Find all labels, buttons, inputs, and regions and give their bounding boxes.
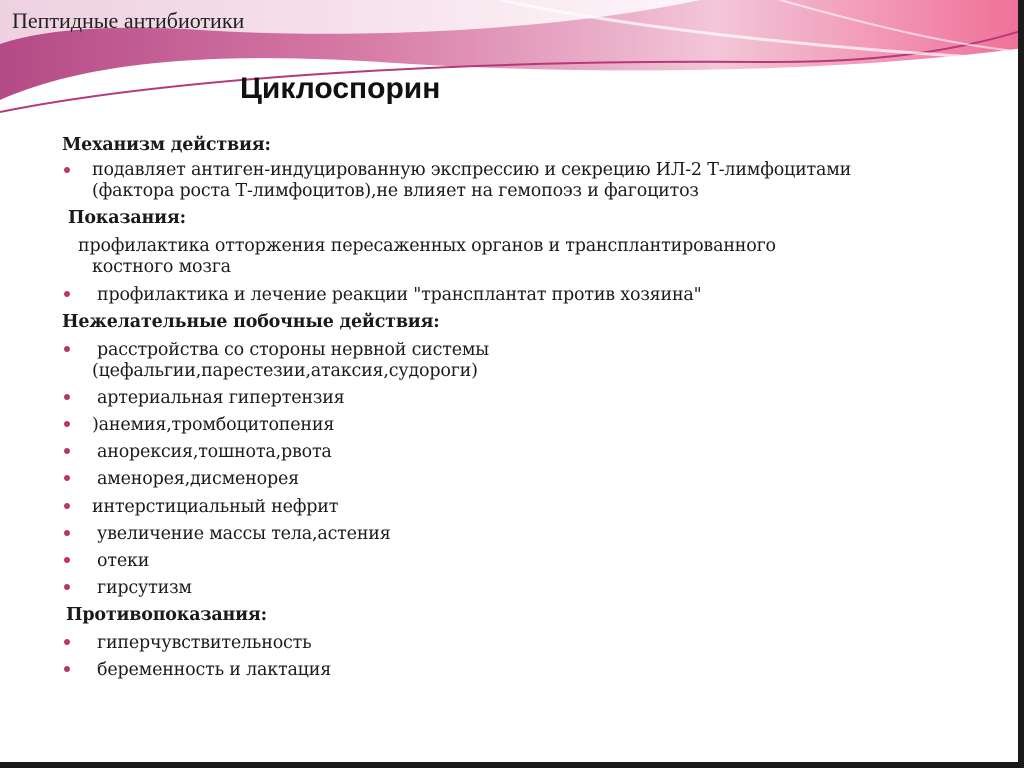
side-effect-5: аменорея,дисменорея xyxy=(97,469,299,489)
indications-heading: Показания: xyxy=(68,208,186,228)
slide-title: Циклоспорин xyxy=(240,72,441,105)
side-effect-9: гирсутизм xyxy=(97,578,192,598)
bullet-icon xyxy=(64,666,70,672)
bullet-icon xyxy=(64,530,70,536)
bullet-icon xyxy=(64,639,70,645)
side-effect-6: интерстициальный нефрит xyxy=(92,497,339,517)
side-effect-2: артериальная гипертензия xyxy=(97,388,345,408)
bullet-icon xyxy=(64,475,70,481)
contraindication-1: гиперчувствительность xyxy=(97,633,312,653)
side-effect-4: анорексия,тошнота,рвота xyxy=(97,442,332,462)
side-effect-8: отеки xyxy=(97,551,150,571)
indication-1-line-2: костного мозга xyxy=(92,257,231,277)
bullet-icon xyxy=(64,421,70,427)
contraindication-2: беременность и лактация xyxy=(97,660,332,680)
bullet-icon xyxy=(64,448,70,454)
bullet-icon xyxy=(64,291,70,297)
side-effect-1-line-1: расстройства со стороны нервной системы xyxy=(97,340,490,360)
indication-2: профилактика и лечение реакции "трансплантат против хозяина" xyxy=(97,285,702,305)
bottom-border xyxy=(0,762,1024,768)
mechanism-text-line-1: подавляет антиген-индуцированную экспрессию и секрецию ИЛ-2 Т-лимфоцитами xyxy=(92,160,852,180)
bullet-icon xyxy=(64,394,70,400)
mechanism-text-line-2: (фактора роста Т-лимфоцитов),не влияет на гемопоэз и фагоцитоз xyxy=(92,181,699,201)
right-border xyxy=(1018,0,1024,768)
header-label: Пептидные антибиотики xyxy=(12,8,245,33)
bullet-icon xyxy=(64,584,70,590)
bullet-icon xyxy=(64,167,70,173)
side-effect-1-line-2: (цефальгии,парестезии,атаксия,судороги) xyxy=(92,361,478,381)
indication-1-line-1: профилактика отторжения пересаженных органов и трансплантированного xyxy=(78,236,776,256)
side-effect-3: )анемия,тромбоцитопения xyxy=(92,415,335,435)
mechanism-heading: Механизм действия: xyxy=(62,135,271,155)
side-effects-heading: Нежелательные побочные действия: xyxy=(62,312,440,332)
side-effect-7: увеличение массы тела,астения xyxy=(97,524,391,544)
bullet-icon xyxy=(64,503,70,509)
bullet-icon xyxy=(64,346,70,352)
bullet-icon xyxy=(64,557,70,563)
contraindications-heading: Противопоказания: xyxy=(66,605,267,625)
